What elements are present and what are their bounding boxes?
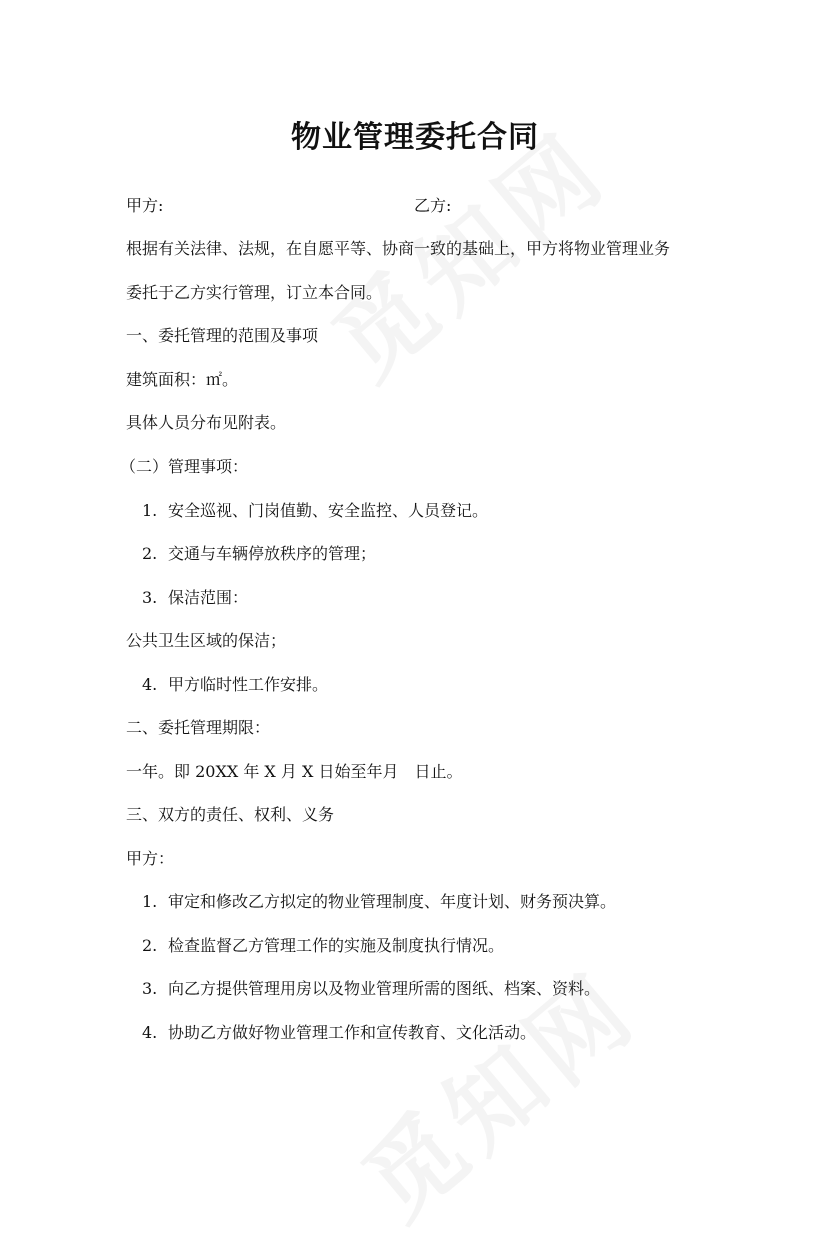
list-item-number: 1. (142, 892, 158, 911)
staff-note: 具体人员分布见附表。 (126, 413, 287, 432)
list-item-text: 交通与车辆停放秩序的管理； (168, 544, 377, 563)
list-item-number: 2. (142, 544, 158, 563)
list-item-text: 协助乙方做好物业管理工作和宣传教育、文化活动。 (168, 1023, 537, 1042)
term-text: 一年。即 20XX 年 X 月 X 日始至年月 日止。 (126, 762, 463, 781)
list-item (142, 978, 600, 1000)
list-item (142, 587, 248, 609)
list-item (142, 935, 504, 957)
intro-line-1: 根据有关法律、法规，在自愿平等、协商一致的基础上，甲方将物业管理业务 (126, 239, 671, 258)
list-item-text: 甲方临时性工作安排。 (168, 675, 329, 694)
list-item-number: 3. (142, 979, 158, 998)
list-item-text: 向乙方提供管理用房以及物业管理所需的图纸、档案、资料。 (168, 979, 601, 998)
list-item-text: 审定和修改乙方拟定的物业管理制度、年度计划、财务预决算。 (168, 892, 617, 911)
section-heading-2: 二、委托管理期限： (126, 718, 271, 737)
section-heading-1: 一、委托管理的范围及事项 (126, 326, 319, 345)
building-area: 建筑面积：㎡。 (126, 370, 239, 389)
list-item-number: 4. (142, 675, 158, 694)
list-item-number: 4. (142, 1023, 158, 1042)
list-item-text: 检查监督乙方管理工作的实施及制度执行情况。 (168, 936, 505, 955)
document-title: 物业管理委托合同 (291, 120, 539, 155)
list-item-text: 安全巡视、门岗值勤、安全监控、人员登记。 (168, 501, 489, 520)
list-item (142, 543, 376, 565)
list-item (142, 674, 328, 696)
party-a-label: 甲方: (126, 196, 164, 215)
list-item (142, 891, 616, 913)
list-item-text: 保洁范围： (168, 588, 249, 607)
party-a-duties-label: 甲方： (126, 849, 175, 868)
list-item (142, 1022, 536, 1044)
list-item (142, 500, 488, 522)
list-item-number: 1. (142, 501, 158, 520)
list-item-number: 3. (142, 588, 158, 607)
section-heading-3: 三、双方的责任、权利、义务 (126, 805, 335, 824)
cleaning-scope: 公共卫生区域的保洁； (126, 631, 287, 650)
list-item-number: 2. (142, 936, 158, 955)
intro-line-2: 委托于乙方实行管理，订立本合同。 (126, 283, 383, 302)
party-b-label: 乙方: (414, 196, 452, 215)
sub-heading-2: （二）管理事项： (120, 457, 249, 476)
